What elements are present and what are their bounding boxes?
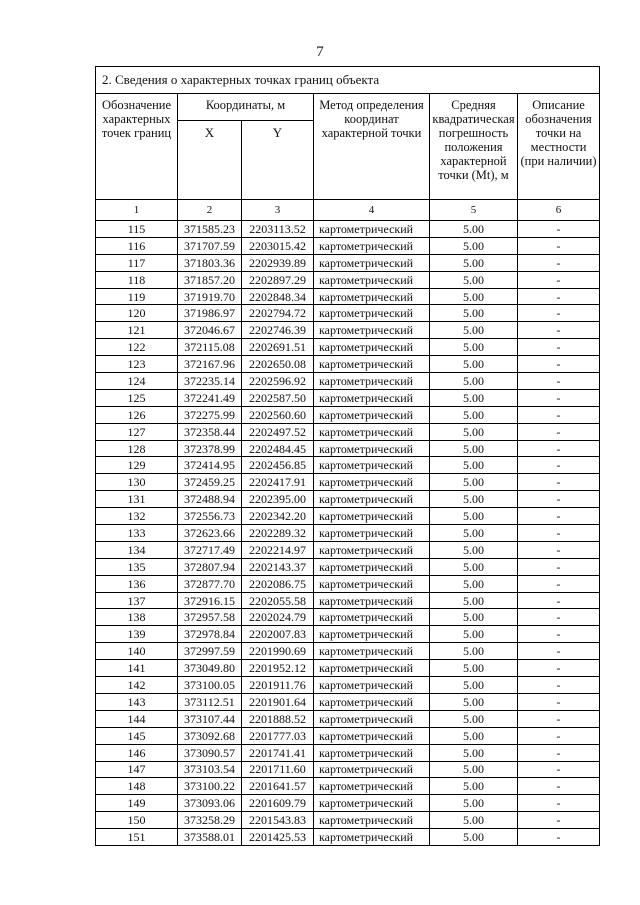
- description-cell: -: [518, 525, 600, 542]
- mean-error-cell: 5.00: [430, 491, 518, 508]
- coord-x-cell: 373093.06: [178, 795, 242, 812]
- coord-y-cell: 2202560.60: [242, 406, 314, 423]
- coord-x-cell: 372997.59: [178, 643, 242, 660]
- point-id-cell: 130: [96, 474, 178, 491]
- mean-error-cell: 5.00: [430, 710, 518, 727]
- mean-error-cell: 5.00: [430, 440, 518, 457]
- coord-y-cell: 2202342.20: [242, 508, 314, 525]
- table-row: [96, 660, 600, 677]
- mean-error-cell: 5.00: [430, 693, 518, 710]
- mean-error-cell: 5.00: [430, 592, 518, 609]
- description-cell: -: [518, 727, 600, 744]
- mean-error-cell: 5.00: [430, 558, 518, 575]
- method-cell: картометрический: [314, 744, 430, 761]
- description-cell: -: [518, 761, 600, 778]
- description-cell: -: [518, 271, 600, 288]
- method-cell: картометрический: [314, 592, 430, 609]
- coord-y-cell: 2201911.76: [242, 677, 314, 694]
- table-row: [96, 795, 600, 812]
- method-cell: картометрический: [314, 829, 430, 846]
- coord-x-cell: 373049.80: [178, 660, 242, 677]
- mean-error-cell: 5.00: [430, 626, 518, 643]
- mean-error-cell: 5.00: [430, 609, 518, 626]
- description-cell: -: [518, 457, 600, 474]
- coord-y-cell: 2202497.52: [242, 423, 314, 440]
- description-cell: -: [518, 778, 600, 795]
- description-cell: -: [518, 643, 600, 660]
- description-cell: -: [518, 356, 600, 373]
- coord-y-cell: 2202289.32: [242, 525, 314, 542]
- point-id-cell: 119: [96, 288, 178, 305]
- point-id-cell: 151: [96, 829, 178, 846]
- description-cell: -: [518, 305, 600, 322]
- mean-error-cell: 5.00: [430, 727, 518, 744]
- method-cell: картометрический: [314, 271, 430, 288]
- mean-error-cell: 5.00: [430, 829, 518, 846]
- description-cell: -: [518, 440, 600, 457]
- coord-x-cell: 371803.36: [178, 254, 242, 271]
- description-cell: -: [518, 423, 600, 440]
- mean-error-cell: 5.00: [430, 761, 518, 778]
- column-number: 4: [314, 200, 430, 221]
- table-row: [96, 727, 600, 744]
- coord-y-cell: 2202897.29: [242, 271, 314, 288]
- mean-error-cell: 5.00: [430, 677, 518, 694]
- description-cell: -: [518, 474, 600, 491]
- point-id-cell: 132: [96, 508, 178, 525]
- coord-x-cell: 372275.99: [178, 406, 242, 423]
- table-row: [96, 744, 600, 761]
- description-cell: -: [518, 592, 600, 609]
- point-id-cell: 117: [96, 254, 178, 271]
- table-row: [96, 474, 600, 491]
- table-row: [96, 693, 600, 710]
- description-cell: -: [518, 389, 600, 406]
- table-row: [96, 710, 600, 727]
- point-id-cell: 120: [96, 305, 178, 322]
- coord-x-cell: 372556.73: [178, 508, 242, 525]
- point-id-cell: 115: [96, 221, 178, 238]
- method-cell: картометрический: [314, 693, 430, 710]
- coord-x-cell: 372916.15: [178, 592, 242, 609]
- coord-y-cell: 2201425.53: [242, 829, 314, 846]
- column-number: 2: [178, 200, 242, 221]
- table-row: [96, 626, 600, 643]
- coord-x-cell: 372241.49: [178, 389, 242, 406]
- method-cell: картометрический: [314, 575, 430, 592]
- column-number: 5: [430, 200, 518, 221]
- coord-y-cell: 2201641.57: [242, 778, 314, 795]
- mean-error-cell: 5.00: [430, 254, 518, 271]
- table-row: [96, 356, 600, 373]
- mean-error-cell: 5.00: [430, 643, 518, 660]
- coord-x-cell: 372167.96: [178, 356, 242, 373]
- mean-error-cell: 5.00: [430, 356, 518, 373]
- mean-error-cell: 5.00: [430, 541, 518, 558]
- coord-y-cell: 2201741.41: [242, 744, 314, 761]
- description-cell: -: [518, 221, 600, 238]
- mean-error-cell: 5.00: [430, 423, 518, 440]
- description-cell: -: [518, 558, 600, 575]
- table-row: [96, 592, 600, 609]
- point-id-cell: 129: [96, 457, 178, 474]
- description-cell: -: [518, 575, 600, 592]
- table-row: [96, 339, 600, 356]
- point-id-cell: 147: [96, 761, 178, 778]
- coord-x-cell: 372807.94: [178, 558, 242, 575]
- point-id-cell: 150: [96, 812, 178, 829]
- coord-y-cell: 2202007.83: [242, 626, 314, 643]
- point-id-cell: 133: [96, 525, 178, 542]
- coord-y-cell: 2201901.64: [242, 693, 314, 710]
- point-id-cell: 128: [96, 440, 178, 457]
- table-row: [96, 778, 600, 795]
- mean-error-cell: 5.00: [430, 812, 518, 829]
- mean-error-cell: 5.00: [430, 322, 518, 339]
- coord-y-cell: 2202024.79: [242, 609, 314, 626]
- coord-x-cell: 372459.25: [178, 474, 242, 491]
- coord-y-cell: 2202214.97: [242, 541, 314, 558]
- mean-error-cell: 5.00: [430, 474, 518, 491]
- point-id-cell: 118: [96, 271, 178, 288]
- point-id-cell: 116: [96, 237, 178, 254]
- method-cell: картометрический: [314, 237, 430, 254]
- coord-y-cell: 2203113.52: [242, 221, 314, 238]
- coord-x-cell: 372414.95: [178, 457, 242, 474]
- table-row: [96, 508, 600, 525]
- description-cell: -: [518, 288, 600, 305]
- column-number: 6: [518, 200, 600, 221]
- description-cell: -: [518, 812, 600, 829]
- header-x: X: [178, 121, 242, 200]
- table-row: [96, 677, 600, 694]
- method-cell: картометрический: [314, 761, 430, 778]
- mean-error-cell: 5.00: [430, 271, 518, 288]
- method-cell: картометрический: [314, 474, 430, 491]
- coord-y-cell: 2202484.45: [242, 440, 314, 457]
- method-cell: картометрический: [314, 373, 430, 390]
- table-row: [96, 271, 600, 288]
- table-row: [96, 288, 600, 305]
- point-id-cell: 134: [96, 541, 178, 558]
- point-id-cell: 139: [96, 626, 178, 643]
- point-id-cell: 143: [96, 693, 178, 710]
- table-row: [96, 558, 600, 575]
- description-cell: -: [518, 829, 600, 846]
- header-y: Y: [242, 121, 314, 200]
- coord-x-cell: 373258.29: [178, 812, 242, 829]
- description-cell: -: [518, 626, 600, 643]
- description-cell: -: [518, 237, 600, 254]
- point-id-cell: 125: [96, 389, 178, 406]
- page-number: 7: [316, 44, 324, 60]
- table-row: [96, 440, 600, 457]
- mean-error-cell: 5.00: [430, 508, 518, 525]
- coord-x-cell: 373100.22: [178, 778, 242, 795]
- point-id-cell: 145: [96, 727, 178, 744]
- table-row: [96, 812, 600, 829]
- header-point-designation: Обозначение характерных точек границ: [96, 94, 178, 200]
- method-cell: картометрический: [314, 254, 430, 271]
- method-cell: картометрический: [314, 288, 430, 305]
- coord-x-cell: 373107.44: [178, 710, 242, 727]
- point-id-cell: 127: [96, 423, 178, 440]
- mean-error-cell: 5.00: [430, 339, 518, 356]
- header-description: Описание обозначения точки на местности (при наличии): [518, 94, 600, 200]
- method-cell: картометрический: [314, 356, 430, 373]
- coord-y-cell: 2202456.85: [242, 457, 314, 474]
- coord-x-cell: 373100.05: [178, 677, 242, 694]
- method-cell: картометрический: [314, 727, 430, 744]
- point-id-cell: 141: [96, 660, 178, 677]
- table-row: [96, 389, 600, 406]
- coord-y-cell: 2201888.52: [242, 710, 314, 727]
- point-id-cell: 142: [96, 677, 178, 694]
- method-cell: картометрический: [314, 305, 430, 322]
- point-id-cell: 144: [96, 710, 178, 727]
- mean-error-cell: 5.00: [430, 305, 518, 322]
- mean-error-cell: 5.00: [430, 660, 518, 677]
- table-row: [96, 423, 600, 440]
- coord-x-cell: 373090.57: [178, 744, 242, 761]
- description-cell: -: [518, 491, 600, 508]
- header-coordinates: Координаты, м: [178, 94, 314, 121]
- coord-x-cell: 371986.97: [178, 305, 242, 322]
- coord-y-cell: 2202395.00: [242, 491, 314, 508]
- method-cell: картометрический: [314, 541, 430, 558]
- method-cell: картометрический: [314, 221, 430, 238]
- coord-x-cell: 371919.70: [178, 288, 242, 305]
- coord-y-cell: 2202055.58: [242, 592, 314, 609]
- point-id-cell: 126: [96, 406, 178, 423]
- coord-y-cell: 2201711.60: [242, 761, 314, 778]
- method-cell: картометрический: [314, 322, 430, 339]
- mean-error-cell: 5.00: [430, 778, 518, 795]
- coord-y-cell: 2202587.50: [242, 389, 314, 406]
- method-cell: картометрический: [314, 339, 430, 356]
- description-cell: -: [518, 744, 600, 761]
- method-cell: картометрический: [314, 440, 430, 457]
- point-id-cell: 146: [96, 744, 178, 761]
- description-cell: -: [518, 322, 600, 339]
- table-row: [96, 491, 600, 508]
- table-row: [96, 322, 600, 339]
- coord-x-cell: 372488.94: [178, 491, 242, 508]
- method-cell: картометрический: [314, 795, 430, 812]
- description-cell: -: [518, 660, 600, 677]
- mean-error-cell: 5.00: [430, 406, 518, 423]
- description-cell: -: [518, 373, 600, 390]
- coord-x-cell: 372717.49: [178, 541, 242, 558]
- method-cell: картометрический: [314, 406, 430, 423]
- method-cell: картометрический: [314, 525, 430, 542]
- mean-error-cell: 5.00: [430, 795, 518, 812]
- mean-error-cell: 5.00: [430, 457, 518, 474]
- coord-y-cell: 2203015.42: [242, 237, 314, 254]
- point-id-cell: 121: [96, 322, 178, 339]
- method-cell: картометрический: [314, 643, 430, 660]
- point-id-cell: 148: [96, 778, 178, 795]
- table-row: [96, 457, 600, 474]
- mean-error-cell: 5.00: [430, 221, 518, 238]
- coord-y-cell: 2201609.79: [242, 795, 314, 812]
- method-cell: картометрический: [314, 491, 430, 508]
- point-id-cell: 140: [96, 643, 178, 660]
- coord-y-cell: 2202794.72: [242, 305, 314, 322]
- method-cell: картометрический: [314, 660, 430, 677]
- mean-error-cell: 5.00: [430, 288, 518, 305]
- description-cell: -: [518, 795, 600, 812]
- column-number: 3: [242, 200, 314, 221]
- point-id-cell: 138: [96, 609, 178, 626]
- section-title: 2. Сведения о характерных точках границ объекта: [96, 67, 600, 94]
- coord-y-cell: 2202086.75: [242, 575, 314, 592]
- mean-error-cell: 5.00: [430, 389, 518, 406]
- coord-y-cell: 2202596.92: [242, 373, 314, 390]
- coord-y-cell: 2202746.39: [242, 322, 314, 339]
- coord-y-cell: 2202650.08: [242, 356, 314, 373]
- table-row: [96, 305, 600, 322]
- coord-x-cell: 371857.20: [178, 271, 242, 288]
- description-cell: -: [518, 693, 600, 710]
- coord-x-cell: 373588.01: [178, 829, 242, 846]
- table-row: [96, 541, 600, 558]
- coord-y-cell: 2201543.83: [242, 812, 314, 829]
- point-id-cell: 135: [96, 558, 178, 575]
- description-cell: -: [518, 508, 600, 525]
- coord-x-cell: 372115.08: [178, 339, 242, 356]
- description-cell: -: [518, 254, 600, 271]
- table-row: [96, 829, 600, 846]
- method-cell: картометрический: [314, 626, 430, 643]
- method-cell: картометрический: [314, 609, 430, 626]
- coord-y-cell: 2202417.91: [242, 474, 314, 491]
- method-cell: картометрический: [314, 389, 430, 406]
- method-cell: картометрический: [314, 677, 430, 694]
- coord-x-cell: 373092.68: [178, 727, 242, 744]
- coord-x-cell: 371585.23: [178, 221, 242, 238]
- table-row: [96, 761, 600, 778]
- table-row: [96, 406, 600, 423]
- table-row: [96, 609, 600, 626]
- table-row: [96, 575, 600, 592]
- mean-error-cell: 5.00: [430, 373, 518, 390]
- method-cell: картометрический: [314, 508, 430, 525]
- method-cell: картометрический: [314, 812, 430, 829]
- point-id-cell: 123: [96, 356, 178, 373]
- table-row: [96, 643, 600, 660]
- mean-error-cell: 5.00: [430, 575, 518, 592]
- description-cell: -: [518, 406, 600, 423]
- coord-y-cell: 2202848.34: [242, 288, 314, 305]
- mean-error-cell: 5.00: [430, 237, 518, 254]
- coord-y-cell: 2201952.12: [242, 660, 314, 677]
- coord-y-cell: 2202691.51: [242, 339, 314, 356]
- boundary-points-table: [95, 66, 600, 846]
- method-cell: картометрический: [314, 778, 430, 795]
- method-cell: картометрический: [314, 710, 430, 727]
- point-id-cell: 131: [96, 491, 178, 508]
- table-row: [96, 373, 600, 390]
- coord-x-cell: 373112.51: [178, 693, 242, 710]
- method-cell: картометрический: [314, 423, 430, 440]
- table-row: [96, 221, 600, 238]
- header-method: Метод определения координат характерной точки: [314, 94, 430, 200]
- coord-y-cell: 2201990.69: [242, 643, 314, 660]
- coord-x-cell: 372623.66: [178, 525, 242, 542]
- header-mean-error: Средняя квадратическая погрешность положения характерной точки (Mt), м: [430, 94, 518, 200]
- coord-x-cell: 373103.54: [178, 761, 242, 778]
- coord-x-cell: 372978.84: [178, 626, 242, 643]
- description-cell: -: [518, 541, 600, 558]
- description-cell: -: [518, 609, 600, 626]
- point-id-cell: 124: [96, 373, 178, 390]
- description-cell: -: [518, 677, 600, 694]
- column-number: 1: [96, 200, 178, 221]
- coord-x-cell: 372877.70: [178, 575, 242, 592]
- table-row: [96, 237, 600, 254]
- coord-x-cell: 372378.99: [178, 440, 242, 457]
- mean-error-cell: 5.00: [430, 744, 518, 761]
- coord-x-cell: 372957.58: [178, 609, 242, 626]
- description-cell: -: [518, 710, 600, 727]
- coord-x-cell: 371707.59: [178, 237, 242, 254]
- method-cell: картометрический: [314, 457, 430, 474]
- table-row: [96, 525, 600, 542]
- coord-y-cell: 2202143.37: [242, 558, 314, 575]
- coord-y-cell: 2201777.03: [242, 727, 314, 744]
- description-cell: -: [518, 339, 600, 356]
- coord-y-cell: 2202939.89: [242, 254, 314, 271]
- coord-x-cell: 372235.14: [178, 373, 242, 390]
- point-id-cell: 149: [96, 795, 178, 812]
- point-id-cell: 122: [96, 339, 178, 356]
- table-row: [96, 254, 600, 271]
- point-id-cell: 137: [96, 592, 178, 609]
- coord-x-cell: 372046.67: [178, 322, 242, 339]
- method-cell: картометрический: [314, 558, 430, 575]
- mean-error-cell: 5.00: [430, 525, 518, 542]
- point-id-cell: 136: [96, 575, 178, 592]
- coord-x-cell: 372358.44: [178, 423, 242, 440]
